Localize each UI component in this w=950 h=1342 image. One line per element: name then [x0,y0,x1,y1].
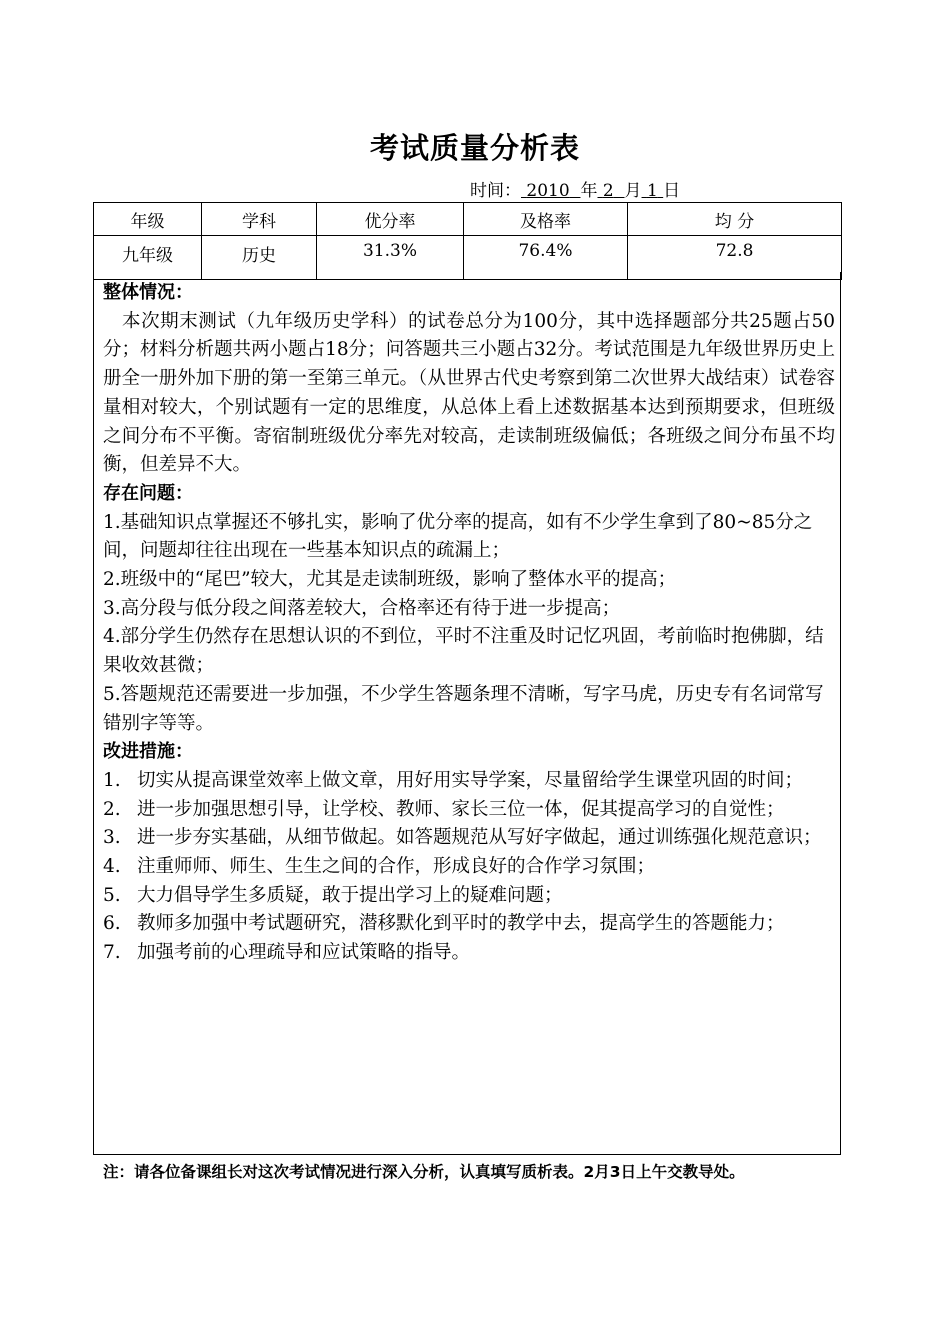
measure-number: 1. [103,769,121,791]
measure-number: 3. [103,827,121,849]
measure-number: 5. [103,884,121,906]
date-month-unit: 月 [624,181,642,201]
problem-item: 1.基础知识点掌握还不够扎实，影响了优分率的提高，如有不少学生拿到了80~85分之间，问题却往往出现在一些基本知识点的疏漏上； [103,511,813,562]
date-year: 2010 [526,181,570,201]
problem-item: 2.班级中的“尾巴”较大，尤其是走读制班级，影响了整体水平的提高； [103,569,677,591]
measure-item [103,939,835,968]
date-line [470,176,680,201]
problem-item: 3.高分段与低分段之间落差较大，合格率还有待于进一步提高； [103,597,621,619]
date-year-unit: 年 [580,181,598,201]
measure-text: 切实从提高课堂效率上做文章，用好用实导学案，尽量留给学生课堂巩固的时间； [137,769,804,791]
cell-average: 72.8 [628,236,842,280]
document-title: 考试质量分析表 [369,131,580,165]
date-month: 2 [602,181,614,201]
measure-item [103,910,835,939]
measure-item [103,824,835,853]
problem-item: 5.答题规范还需要进一步加强，不少学生答题条理不清晰，写字马虎，历史专有名词常写错别字等等。 [103,683,824,734]
overall-heading: 整体情况： [103,282,193,303]
measure-number: 4. [103,856,121,878]
cell-excellent-rate: 31.3% [317,236,464,280]
measure-text: 教师多加强中考试题研究，潜移默化到平时的教学中去，提高学生的答题能力； [137,913,785,935]
overall-text: 本次期末测试（九年级历史学科）的试卷总分为100分，其中选择题部分共25题占50分；材料分析题共两小题占18分；问答题共三小题占32分。考试范围是九年级世界历史上册全一册外加下册的第一至第三单元。（从世界古代史考察到第二次世界大战结束）试卷容量相对较大，个别试题有一定的思维度，从总体上看上述数据基本达到预期要求，但班级之间分布不平衡。寄宿制班级优分率先对较高，走读制班级偏低；各班级之间分布虽不均衡，但差异不大。 [103,310,835,476]
measure-text: 注重师师、师生、生生之间的合作，形成良好的合作学习氛围； [137,856,656,878]
date-day-unit: 日 [663,181,681,201]
measure-text: 进一步夯实基础，从细节做起。如答题规范从写好字做起，通过训练强化规范意识； [137,827,822,849]
header-pass-rate: 及格率 [464,203,628,236]
measure-number: 6. [103,913,121,935]
measures-heading: 改进措施： [103,741,193,763]
summary-table [93,202,842,280]
cell-pass-rate: 76.4% [464,236,628,280]
measure-number: 7. [103,942,121,964]
header-grade: 年级 [94,203,202,236]
problems-heading: 存在问题： [103,482,193,504]
date-prefix: 时间： [470,181,521,201]
table-header-row [94,203,842,236]
cell-grade: 九年级 [94,236,202,280]
footer-note: 注：请各位备课组长对这次考试情况进行深入分析，认真填写质析表。2月3日上午交教导处。 [103,1163,745,1181]
problem-item: 4.部分学生仍然存在思想认识的不到位，平时不注重及时记忆巩固，考前临时抱佛脚，结果收效甚微； [103,626,824,677]
measure-text: 进一步加强思想引导，让学校、教师、家长三位一体，促其提高学习的自觉性； [137,798,785,820]
measure-number: 2. [103,798,121,820]
header-excellent-rate: 优分率 [317,203,464,236]
measure-text: 加强考前的心理疏导和应试策略的指导。 [137,942,471,964]
measure-item [103,796,835,825]
date-day: 1 [646,181,658,201]
analysis-content [103,279,835,968]
header-subject: 学科 [202,203,317,236]
cell-subject: 历史 [202,236,317,280]
measure-item [103,853,835,882]
measure-text: 大力倡导学生多质疑，敢于提出学习上的疑难问题； [137,884,563,906]
measure-item [103,767,835,796]
header-average: 均 分 [628,203,842,236]
measure-item [103,882,835,911]
